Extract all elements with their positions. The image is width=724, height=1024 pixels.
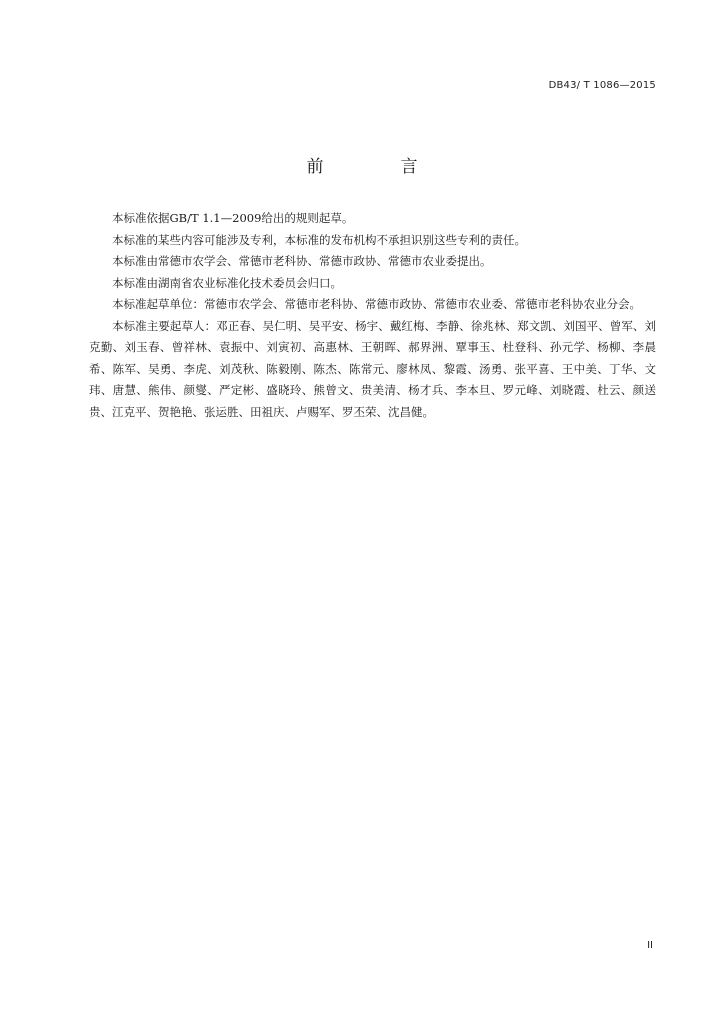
paragraph-drafters: 本标准主要起草人：邓正春、吴仁明、吴平安、杨宇、戴红梅、李静、徐兆林、郑文凯、刘国平、曾军、刘克勤、刘玉春、曾祥林、袁振中、刘寅初、高惠林、王朝晖、郝界洲、覃事玉、杜登科、孙元学、杨柳、李晨希、陈军、吴勇、李虎、刘茂秋、陈毅刚、陈杰、陈常元、廖林凤、黎霞、汤勇、张平喜、王中美、丁华、文玮、唐慧、熊伟、颜燮、严定彬、盛晓玲、熊曾文、贵美清、杨才兵、李本旦、罗元峰、刘晓霞、杜云、颜送贵、江克平、贺艳艳、张运胜、田祖庆、卢赐军、罗丕荣、沈昌健。 <box>89 318 656 419</box>
paragraph-proposer: 本标准由常德市农学会、常德市老科协、常德市政协、常德市农业委提出。 <box>112 254 492 268</box>
paragraph-drafting-units: 本标准起草单位：常德市农学会、常德市老科协、常德市政协、常德市农业委、常德市老科协农业分会。 <box>112 297 641 311</box>
paragraph-patent-notice: 本标准的某些内容可能涉及专利，本标准的发布机构不承担识别这些专利的责任。 <box>112 232 526 247</box>
page-number: II <box>647 940 653 951</box>
standard-code: DB43/ T 1086—2015 <box>548 80 656 91</box>
paragraph-centralized-unit: 本标准由湖南省农业标准化技术委员会归口。 <box>112 275 342 290</box>
page-title: 前 言 <box>306 157 448 177</box>
paragraph-drafting-rule: 本标准依据GB/T 1.1—2009给出的规则起草。 <box>112 211 354 225</box>
foreword-body <box>89 208 656 423</box>
